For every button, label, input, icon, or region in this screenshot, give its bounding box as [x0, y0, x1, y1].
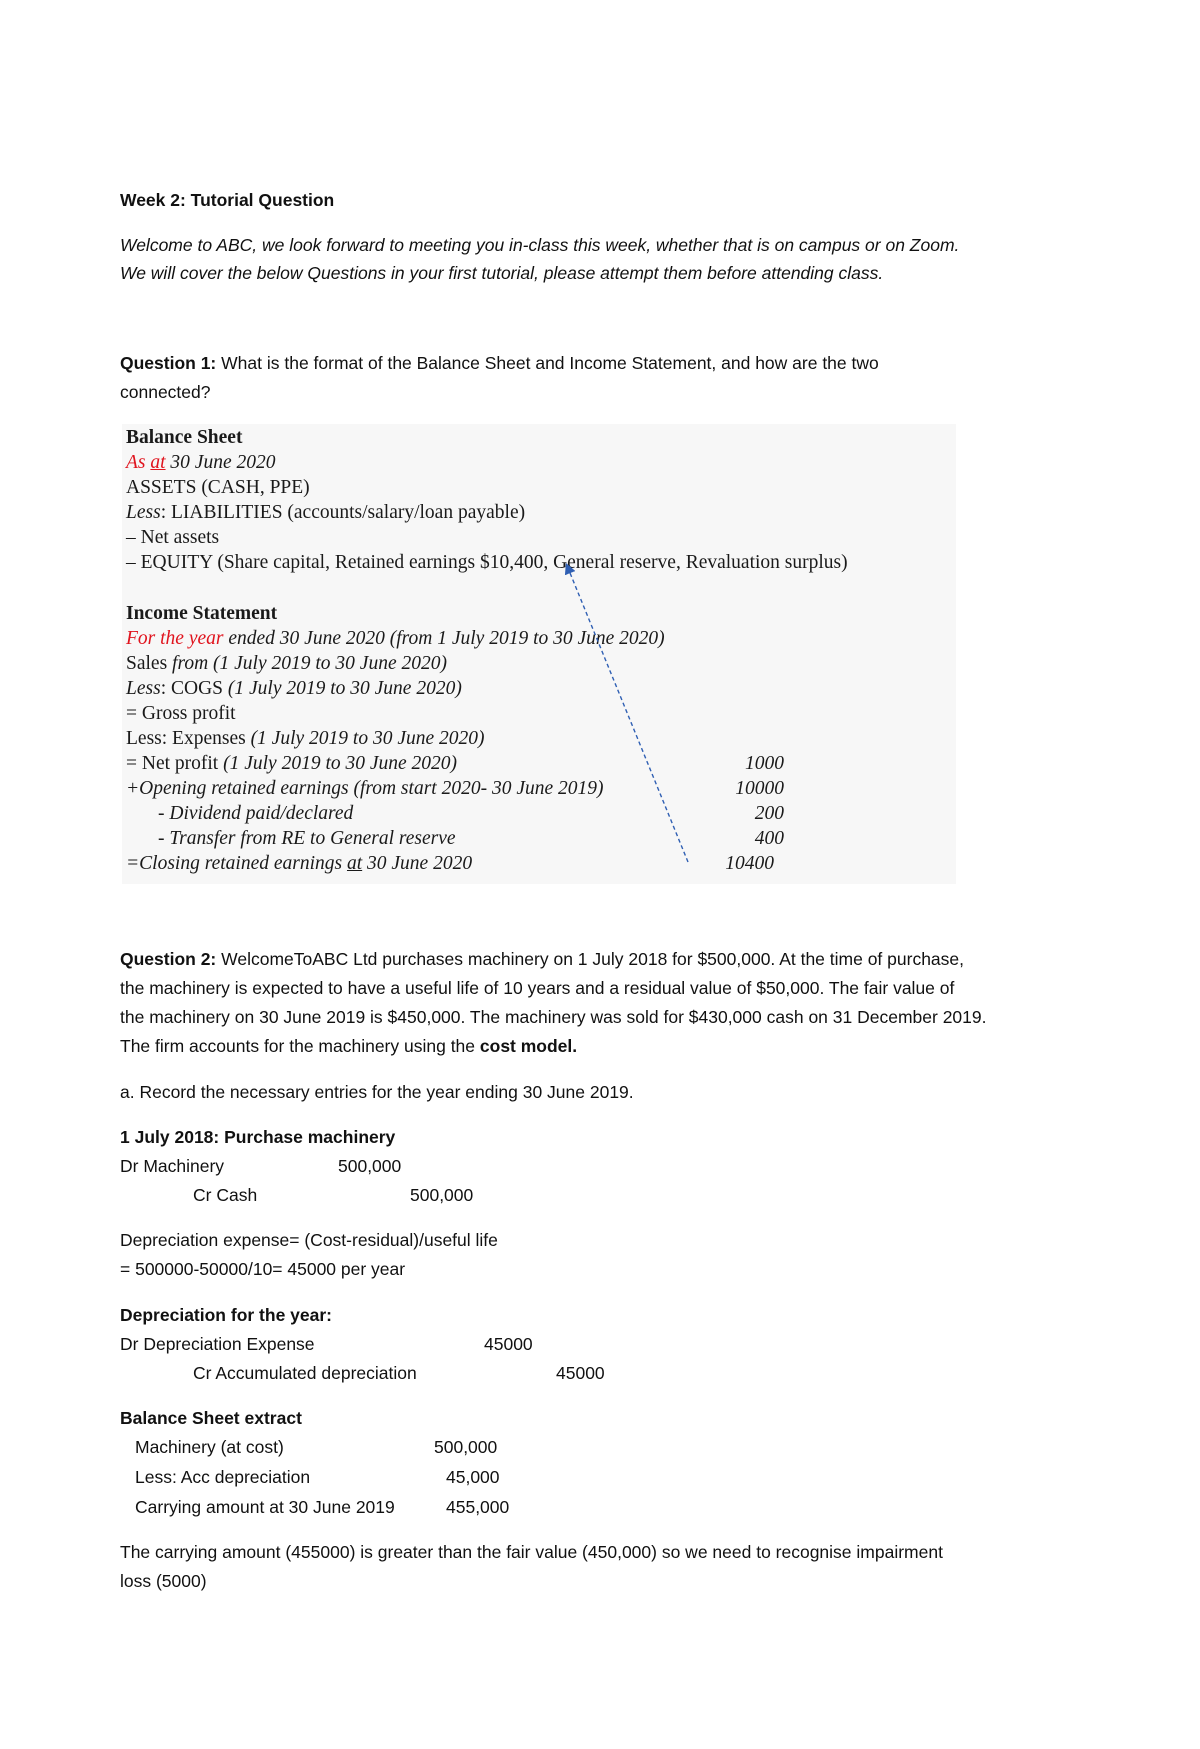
value-transfer: 400 — [754, 828, 784, 849]
question-2-label: Question 2: — [120, 949, 217, 969]
assets-line: ASSETS (CASH, PPE) — [126, 477, 310, 498]
depreciation-dr-amount: 45000 — [484, 1334, 533, 1354]
equity-line: – EQUITY (Share capital, Retained earnings $10,400, General reserve, Revaluation surplus) — [126, 552, 848, 573]
bs-extract-row-amount: 455,000 — [446, 1497, 510, 1517]
purchase-cr-label: Cr Cash — [193, 1185, 258, 1205]
opening-re-line: +Opening retained earnings (from start 2020- 30 June 2019) — [126, 778, 604, 799]
question-2-line-4: The firm accounts for the machinery using the cost model. — [120, 1036, 578, 1056]
value-dividend: 200 — [754, 803, 784, 824]
conclusion-line-2: loss (5000) — [120, 1571, 207, 1591]
page-title: Week 2: Tutorial Question — [120, 190, 335, 210]
transfer-line: - Transfer from RE to General reserve — [158, 828, 456, 849]
intro-line-2: We will cover the below Questions in your first tutorial, please attempt them before attending class. — [120, 263, 884, 283]
balance-sheet-heading: Balance Sheet — [126, 427, 243, 448]
depreciation-cr-label: Cr Accumulated depreciation — [193, 1363, 417, 1383]
value-opening-re: 10000 — [735, 778, 784, 799]
question-1-line-1 — [120, 352, 879, 374]
closing-re-line: =Closing retained earnings at 30 June 2020 — [126, 853, 473, 874]
question-2-line-1: Question 2: WelcomeToABC Ltd purchases machinery on 1 July 2018 for $500,000. At the time of purchase, — [120, 949, 965, 969]
purchase-heading: 1 July 2018: Purchase machinery — [120, 1127, 396, 1147]
question-1-line-2: connected? — [120, 382, 211, 402]
income-period-line: For the year ended 30 June 2020 (from 1 July 2019 to 30 June 2020) — [126, 628, 665, 649]
bs-extract-row-amount: 500,000 — [434, 1437, 498, 1457]
depreciation-dr-label: Dr Depreciation Expense — [120, 1334, 315, 1354]
question-1-text: What is the format of the Balance Sheet and Income Statement, and how are the two — [221, 353, 879, 373]
link-arrow-icon — [122, 424, 956, 884]
bs-extract-row-amount: 45,000 — [446, 1467, 500, 1487]
purchase-dr-label: Dr Machinery — [120, 1156, 225, 1176]
statement-image — [122, 424, 956, 884]
bs-extract-row-label: Less: Acc depreciation — [135, 1467, 311, 1487]
value-closing-re: 10400 — [725, 853, 774, 874]
purchase-cr-amount: 500,000 — [410, 1185, 474, 1205]
depreciation-cr-amount: 45000 — [556, 1363, 605, 1383]
bs-extract-heading: Balance Sheet extract — [120, 1408, 302, 1428]
net-assets-line: – Net assets — [126, 527, 220, 548]
liabilities-line: Less: LIABILITIES (accounts/salary/loan payable) — [126, 502, 526, 523]
conclusion-line-1: The carrying amount (455000) is greater than the fair value (450,000) so we need to recognise impairment — [120, 1542, 943, 1562]
question-2-line-3: the machinery on 30 June 2019 is $450,000. The machinery was sold for $430,000 cash on 31 December 2019. — [120, 1007, 987, 1027]
bs-extract-row-label: Machinery (at cost) — [135, 1437, 284, 1457]
part-a-text: a. Record the necessary entries for the year ending 30 June 2019. — [120, 1082, 634, 1102]
depreciation-heading: Depreciation for the year: — [120, 1305, 332, 1325]
net-profit-line: = Net profit (1 July 2019 to 30 June 2020) — [126, 753, 458, 774]
question-2-line-2: the machinery is expected to have a useful life of 10 years and a residual value of $50,000. The fair value of — [120, 978, 955, 998]
expenses-line: Less: Expenses (1 July 2019 to 30 June 2020) — [126, 728, 485, 749]
dividend-line: - Dividend paid/declared — [158, 803, 354, 824]
sales-line: Sales from (1 July 2019 to 30 June 2020) — [126, 653, 447, 674]
cogs-line: Less: COGS (1 July 2019 to 30 June 2020) — [126, 678, 462, 699]
depreciation-formula: Depreciation expense= (Cost-residual)/useful life — [120, 1230, 498, 1250]
depreciation-calculation: = 500000-50000/10= 45000 per year — [120, 1259, 406, 1279]
as-at-label: As at — [126, 452, 166, 473]
intro-line-1: Welcome to ABC, we look forward to meeting you in-class this week, whether that is on campus or on Zoom. — [120, 235, 960, 255]
value-net-profit: 1000 — [745, 753, 784, 774]
gross-profit-line: = Gross profit — [126, 703, 236, 724]
balance-sheet-date: As at 30 June 2020 — [126, 452, 276, 473]
bs-extract-row-label: Carrying amount at 30 June 2019 — [135, 1497, 395, 1517]
question-1-label: Question 1: — [120, 353, 217, 373]
income-statement-heading: Income Statement — [126, 603, 278, 624]
purchase-dr-amount: 500,000 — [338, 1156, 402, 1176]
